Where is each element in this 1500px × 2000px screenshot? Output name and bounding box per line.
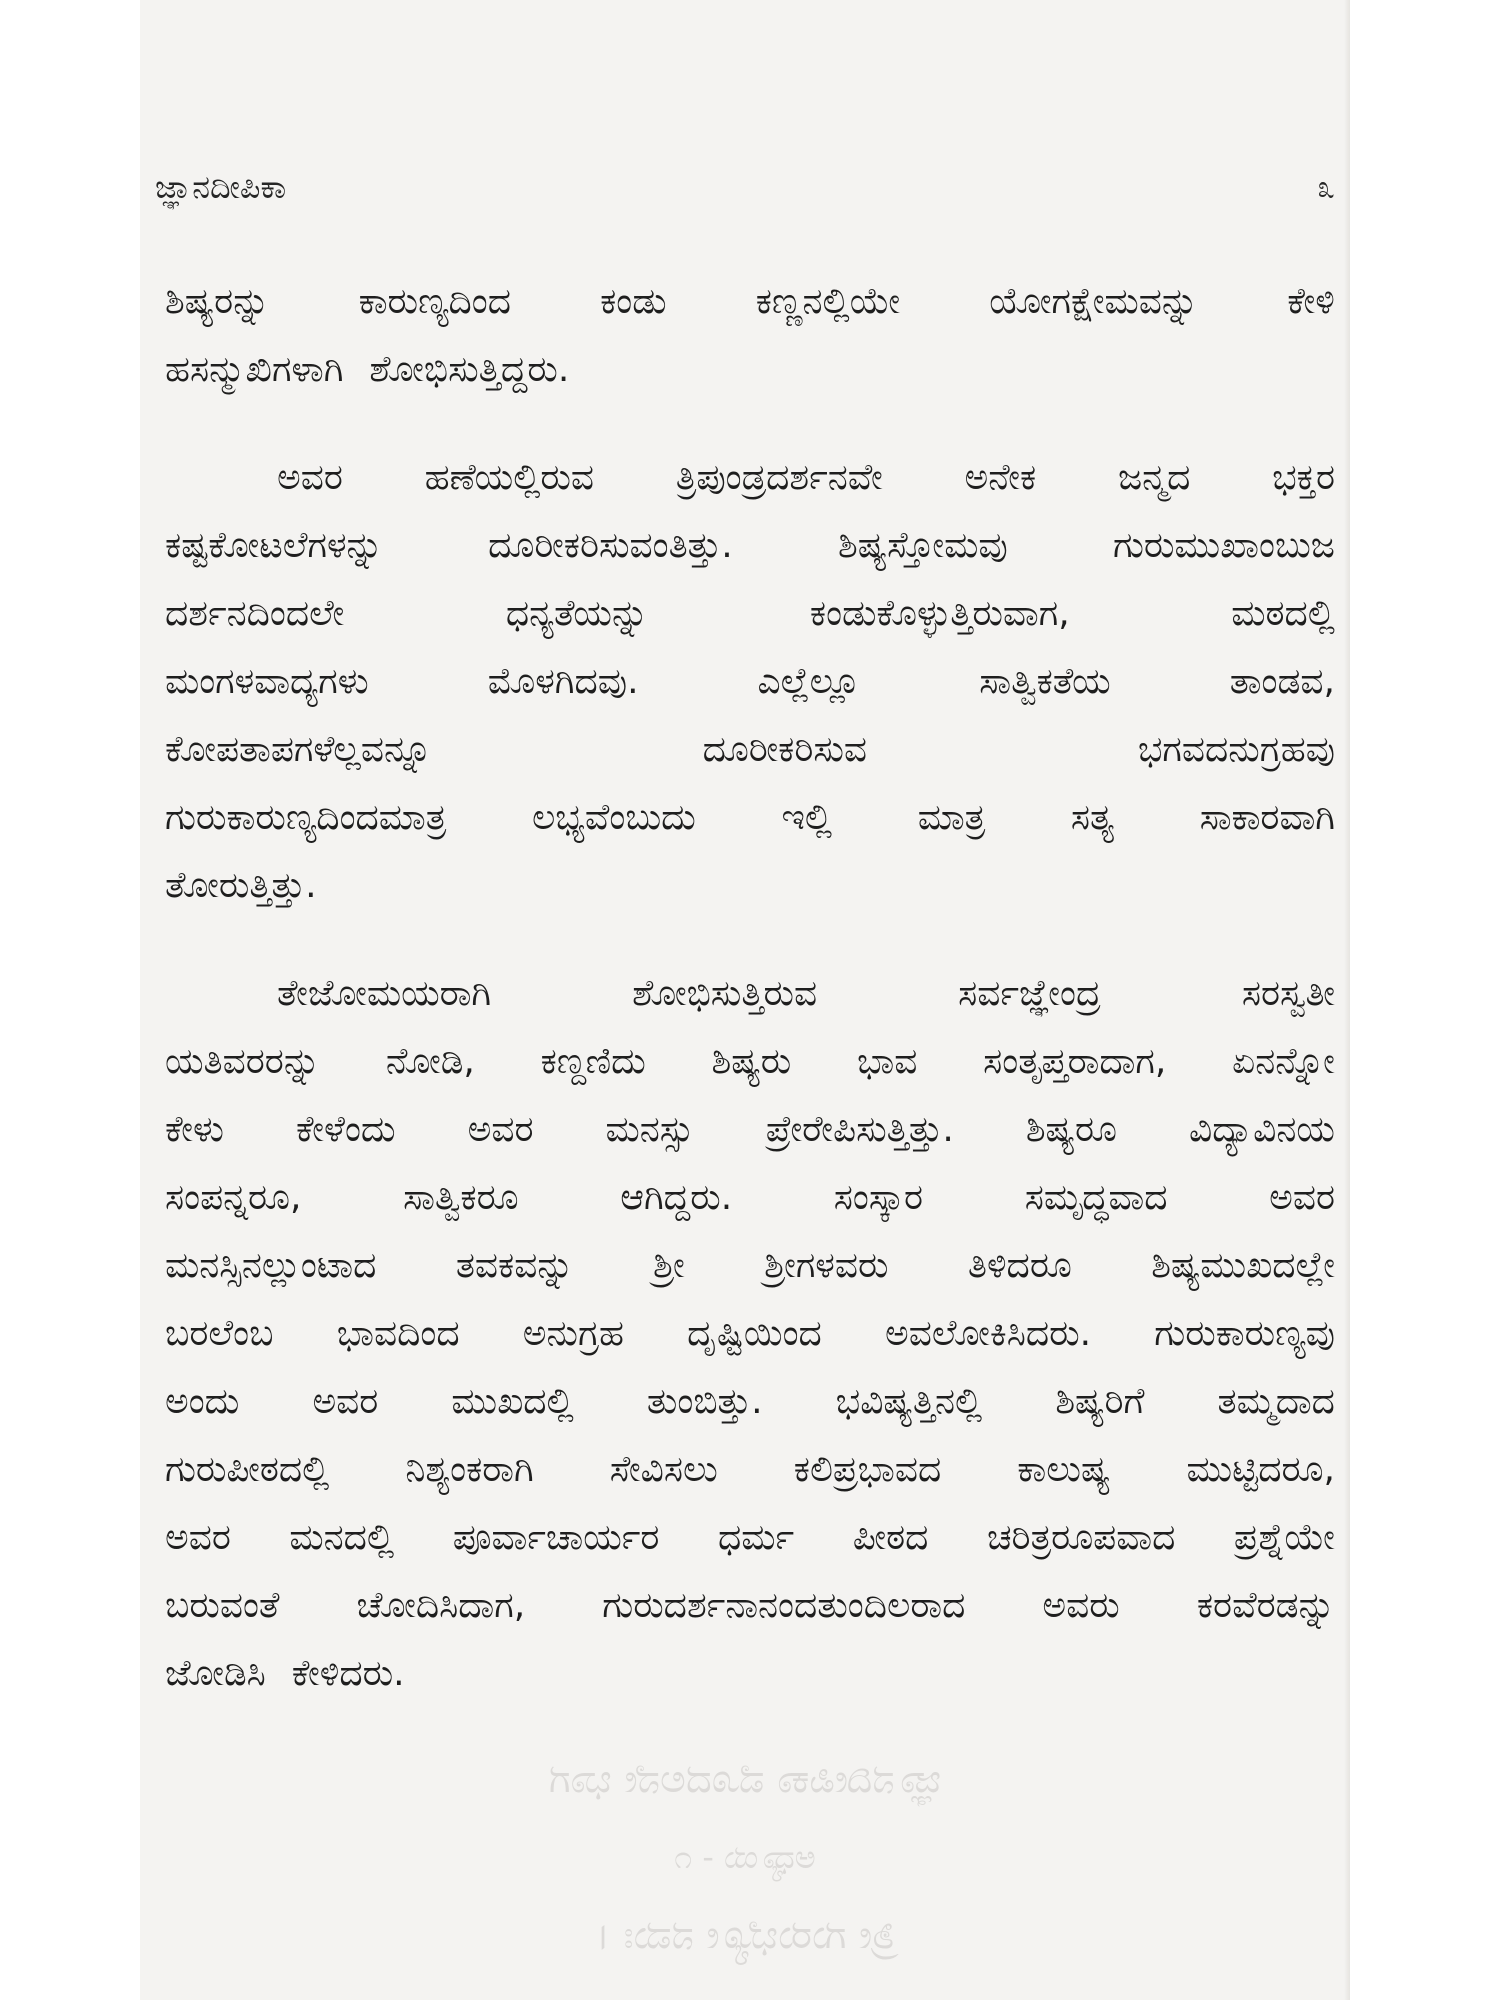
word: ಸಮೃದ್ಧವಾದ bbox=[1024, 1177, 1168, 1218]
word: ಅನುಗ್ರಹ bbox=[522, 1313, 624, 1354]
word: ಮನದಲ್ಲಿ bbox=[289, 1517, 395, 1558]
word: ಶ್ರೀ bbox=[653, 1245, 685, 1286]
word: ಚೋದಿಸಿದಾಗ, bbox=[356, 1585, 526, 1626]
page-edge-shadow bbox=[1344, 0, 1350, 2000]
word: ಸೇವಿಸಲು bbox=[609, 1449, 718, 1490]
text-line bbox=[165, 716, 1335, 784]
word: ಕಷ್ಟಕೋಟಲೆಗಳನ್ನು bbox=[165, 525, 383, 566]
word: ಸತ್ಯ bbox=[1070, 797, 1115, 838]
word: ಶಿಷ್ಯಮುಖದಲ್ಲೇ bbox=[1151, 1245, 1335, 1286]
word: ಸರಸ್ವತೀ bbox=[1241, 973, 1335, 1014]
text-line bbox=[165, 1300, 1335, 1368]
word: ಶಿಷ್ಯರು bbox=[711, 1041, 792, 1082]
word: ಹಣೆಯಲ್ಲಿರುವ bbox=[424, 457, 595, 498]
word: ಇಲ್ಲಿ bbox=[781, 797, 833, 838]
word: ಗುರುಮುಖಾಂಬುಜ bbox=[1112, 525, 1335, 566]
word: ಧನ್ಯತೆಯನ್ನು bbox=[505, 593, 649, 634]
text-line bbox=[165, 1028, 1335, 1096]
word: ಯತಿವರರನ್ನು bbox=[165, 1041, 321, 1082]
word: ಪ್ರೇರೇಪಿಸುತ್ತಿತ್ತು. bbox=[765, 1109, 954, 1150]
word: ಅವಲೋಕಿಸಿದರು. bbox=[884, 1313, 1092, 1354]
word: ಮನಸ್ಸು bbox=[605, 1109, 694, 1150]
word: ಗುರುಕಾರುಣ್ಯವು bbox=[1154, 1313, 1335, 1354]
word: ಕಂಡು bbox=[600, 281, 667, 322]
word: ಬರಲೆಂಬ bbox=[165, 1313, 274, 1354]
word: ತಮ್ಮದಾದ bbox=[1217, 1381, 1335, 1422]
word: ಶಿಷ್ಯರನ್ನು bbox=[165, 281, 270, 322]
word: ಸಾತ್ವಿಕತೆಯ bbox=[979, 661, 1111, 702]
word: ಕರವೆರಡನ್ನು bbox=[1196, 1585, 1335, 1626]
word: ಕೋಪತಾಪಗಳೆಲ್ಲವನ್ನೂ bbox=[165, 729, 432, 770]
word: ವಿದ್ಯಾವಿನಯ bbox=[1189, 1109, 1335, 1150]
word: ಸಾತ್ವಿಕರೂ bbox=[403, 1177, 519, 1218]
word: ಅವರ bbox=[467, 1109, 534, 1150]
bleed-line: ಜ್ಞಾನದೀಪಿಕಾ ಮೊದಲನೇ ಭಾಗ bbox=[548, 1756, 942, 1802]
text-line bbox=[165, 1640, 1335, 1708]
word: ಭಾವದಿಂದ bbox=[336, 1313, 460, 1354]
word: ಆಗಿದ್ದರು. bbox=[620, 1177, 733, 1218]
word: ಅಂದು bbox=[165, 1381, 240, 1422]
word: ನೋಡಿ, bbox=[385, 1041, 475, 1082]
word: ಕಣ್ದಣಿದು bbox=[540, 1041, 646, 1082]
word: ಮುಟ್ಟಿದರೂ, bbox=[1186, 1449, 1335, 1490]
text-line bbox=[165, 960, 1335, 1028]
text-line bbox=[165, 1164, 1335, 1232]
word: ಗುರುದರ್ಶನಾನಂದತುಂದಿಲರಾದ bbox=[602, 1585, 966, 1626]
word: ತೋರುತ್ತಿತ್ತು. bbox=[165, 865, 317, 906]
word: ಕೇಳೆಂದು bbox=[295, 1109, 396, 1150]
text-line bbox=[165, 1232, 1335, 1300]
text-line bbox=[165, 1436, 1335, 1504]
text-line bbox=[165, 648, 1335, 716]
word: ಸಂತೃಪ್ತರಾದಾಗ, bbox=[983, 1041, 1167, 1082]
word: ಪೂರ್ವಾಚಾರ್ಯರ bbox=[452, 1517, 660, 1558]
word: ಗುರುಪೀಠದಲ್ಲಿ bbox=[165, 1449, 330, 1490]
word: ಭಕ್ತರ bbox=[1272, 457, 1335, 498]
word: ಅವರ bbox=[312, 1381, 379, 1422]
page-number: ೩ bbox=[1317, 168, 1335, 206]
word: ಯೋಗಕ್ಷೇಮವನ್ನು bbox=[989, 281, 1199, 322]
word: ಜೋಡಿಸಿ bbox=[165, 1653, 266, 1694]
word: ಭವಿಷ್ಯತ್ತಿನಲ್ಲಿ bbox=[835, 1381, 983, 1422]
word: ಶ್ರೀಗಳವರು bbox=[764, 1245, 889, 1286]
text-line bbox=[165, 852, 1335, 920]
text-line bbox=[165, 268, 1335, 336]
text-line bbox=[165, 580, 1335, 648]
word: ಕಾಲುಷ್ಯ bbox=[1017, 1449, 1111, 1490]
word: ಸಂಸ್ಕಾರ bbox=[833, 1177, 924, 1218]
word: ದೃಷ್ಟಿಯಿಂದ bbox=[687, 1313, 822, 1354]
word: ತೇಜೋಮಯರಾಗಿ bbox=[277, 973, 492, 1014]
word: ಲಭ್ಯವೆಂಬುದು bbox=[531, 797, 696, 838]
text-line bbox=[165, 1572, 1335, 1640]
word: ಸರ್ವಜ್ಞೇಂದ್ರ bbox=[958, 973, 1101, 1014]
word: ಶೋಭಿಸುತ್ತಿರುವ bbox=[632, 973, 818, 1014]
bleed-line: ಅಧ್ಯಾಯ - ೧ bbox=[674, 1838, 816, 1876]
text-line bbox=[165, 784, 1335, 852]
word: ಸಾಕಾರವಾಗಿ bbox=[1199, 797, 1335, 838]
word: ಪ್ರಶ್ನೆಯೇ bbox=[1233, 1517, 1335, 1558]
word: ಶೋಭಿಸುತ್ತಿದ್ದರು. bbox=[369, 349, 570, 390]
word: ಮುಖದಲ್ಲಿ bbox=[451, 1381, 574, 1422]
word: ಭಗವದನುಗ್ರಹವು bbox=[1137, 729, 1335, 770]
word: ತಿಳಿದರೂ bbox=[967, 1245, 1072, 1286]
word: ತ್ರಿಪುಂಡ್ರದರ್ಶನವೇ bbox=[675, 457, 883, 498]
word: ಕೇಳಿದರು. bbox=[291, 1653, 405, 1694]
text-line bbox=[165, 336, 1335, 404]
word: ಕೇಳು bbox=[165, 1109, 225, 1150]
word: ಅನೇಕ bbox=[964, 457, 1037, 498]
word: ನಿಶ್ಯಂಕರಾಗಿ bbox=[405, 1449, 534, 1490]
word: ಮಠದಲ್ಲಿ bbox=[1231, 593, 1335, 634]
word: ಕಂಡುಕೊಳ್ಳುತ್ತಿರುವಾಗ, bbox=[809, 593, 1070, 634]
word: ಧರ್ಮ bbox=[718, 1517, 795, 1558]
word: ಬರುವಂತೆ bbox=[165, 1585, 280, 1626]
word: ಅವರು bbox=[1042, 1585, 1120, 1626]
running-header bbox=[155, 168, 1335, 207]
word: ಕಾರುಣ್ಯದಿಂದ bbox=[358, 281, 511, 322]
text-line bbox=[165, 1504, 1335, 1572]
word: ಶಿಷ್ಯರೂ bbox=[1025, 1109, 1118, 1150]
word: ಮಾತ್ರ bbox=[917, 797, 986, 838]
word: ಕೇಳಿ bbox=[1287, 281, 1335, 322]
word: ಕಲಿಪ್ರಭಾವದ bbox=[793, 1449, 942, 1490]
text-line bbox=[165, 1368, 1335, 1436]
word: ಎಲ್ಲೆಲ್ಲೂ bbox=[757, 661, 861, 702]
word: ಸಂಪನ್ನರೂ, bbox=[165, 1177, 302, 1218]
word: ಏನನ್ನೋ bbox=[1232, 1041, 1335, 1082]
word: ಶಿಷ್ಯಸ್ತೋಮವು bbox=[837, 525, 1008, 566]
word: ಕಣ್ಣನಲ್ಲಿಯೇ bbox=[755, 281, 901, 322]
word: ಭಾವ bbox=[856, 1041, 918, 1082]
word: ಜನ್ಮದ bbox=[1117, 457, 1191, 498]
word: ಚರಿತ್ರರೂಪವಾದ bbox=[986, 1517, 1176, 1558]
word: ದೂರೀಕರಿಸುವಂತಿತ್ತು. bbox=[488, 525, 733, 566]
word: ದೂರೀಕರಿಸುವ bbox=[702, 729, 868, 770]
word: ದರ್ಶನದಿಂದಲೇ bbox=[165, 593, 345, 634]
word: ಹಸನ್ಮುಖಿಗಳಾಗಿ bbox=[165, 349, 344, 390]
word: ಗುರುಕಾರುಣ್ಯದಿಂದಮಾತ್ರ bbox=[165, 797, 447, 838]
reverse-side-bleed-through bbox=[420, 1740, 1070, 1974]
bleed-line: ಶ್ರೀ ಗುರುಭ್ಯೋ ನಮಃ । bbox=[595, 1912, 895, 1958]
word: ಮಂಗಳವಾದ್ಯಗಳು bbox=[165, 661, 369, 702]
word: ತವಕವನ್ನು bbox=[455, 1245, 574, 1286]
word: ಶಿಷ್ಯರಿಗೆ bbox=[1055, 1381, 1145, 1422]
word: ಅವರ bbox=[165, 1517, 231, 1558]
word: ಮೊಳಗಿದವು. bbox=[487, 661, 639, 702]
word: ಅವರ bbox=[1269, 1177, 1335, 1218]
body-text bbox=[165, 268, 1335, 1708]
text-line bbox=[165, 444, 1335, 512]
word: ತಾಂಡವ, bbox=[1229, 661, 1335, 702]
word: ತುಂಬಿತ್ತು. bbox=[646, 1381, 763, 1422]
word: ಅವರ bbox=[277, 457, 343, 498]
text-line bbox=[165, 512, 1335, 580]
word: ಮನಸ್ಸಿನಲ್ಲುಂಟಾದ bbox=[165, 1245, 377, 1286]
text-line bbox=[165, 1096, 1335, 1164]
word: ಪೀಠದ bbox=[852, 1517, 929, 1558]
book-title: ಜ್ಞಾನದೀಪಿಕಾ bbox=[155, 168, 287, 206]
